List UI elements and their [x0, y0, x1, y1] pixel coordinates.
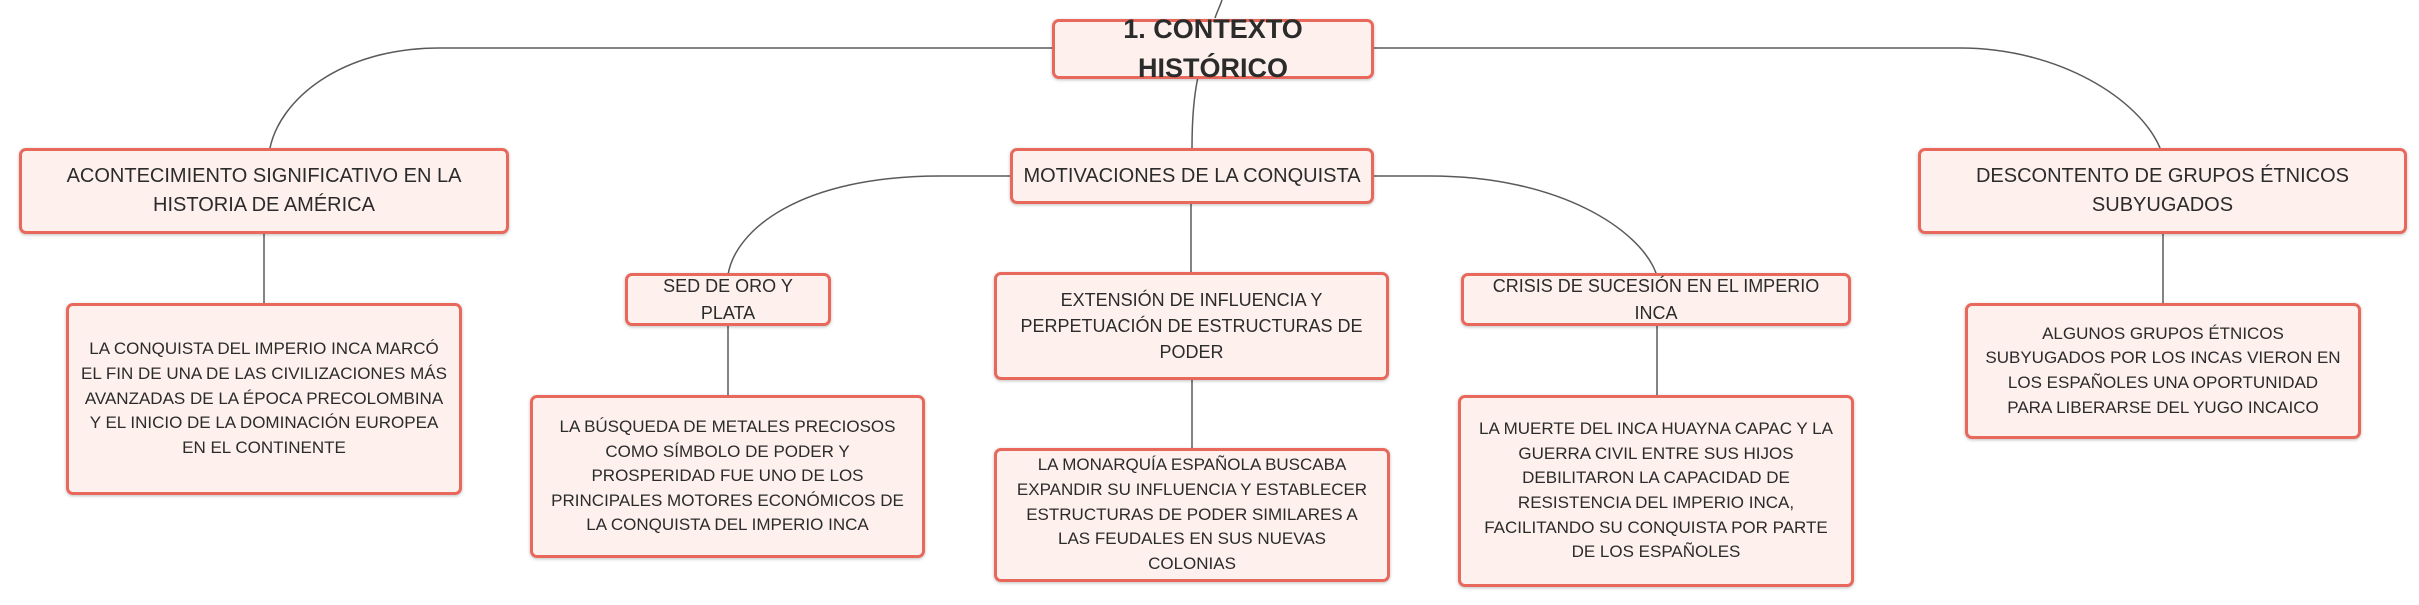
link-root-descontento [1373, 48, 2160, 148]
topic-label: ACONTECIMIENTO SIGNIFICATIVO EN LA HISTORIA DE AMÉRICA [66, 165, 462, 216]
link-motivaciones-oro [728, 176, 1010, 275]
topic-label: MOTIVACIONES DE LA CONQUISTA [1023, 164, 1361, 187]
topic-descontento[interactable] [1918, 148, 2407, 234]
subtopic-extension-influencia[interactable] [994, 272, 1389, 380]
subtopic-label: SED DE ORO Y PLATA [663, 276, 793, 323]
detail-crisis-sucesion[interactable] [1458, 395, 1854, 587]
topic-acontecimiento[interactable] [19, 148, 509, 234]
link-motivaciones-crisis [1372, 176, 1656, 273]
subtopic-label: EXTENSIÓN DE INFLUENCIA Y PERPETUACIÓN DE ESTRUCTURAS DE PODER [1020, 289, 1363, 363]
subtopic-sed-oro-plata[interactable] [625, 273, 831, 326]
detail-extension-influencia[interactable] [994, 448, 1390, 582]
link-root-acontecimiento [270, 48, 1053, 148]
detail-text: LA MONARQUÍA ESPAÑOLA BUSCABA EXPANDIR SU INFLUENCIA Y ESTABLECER ESTRUCTURAS DE PODER SIMILARES A LAS FEUDALES EN SUS NUEVAS COLONIAS [1016, 455, 1368, 573]
detail-text: LA MUERTE DEL INCA HUAYNA CAPAC Y LA GUERRA CIVIL ENTRE SUS HIJOS DEBILITARON LA CAPACIDAD DE RESISTENCIA DEL IMPERIO INCA, FACILITANDO SU CONQUISTA POR PARTE DE LOS ESPAÑOLES [1479, 419, 1833, 562]
subtopic-crisis-sucesion[interactable] [1461, 273, 1851, 326]
root-topic-label: 1. CONTEXTO HISTÓRICO [1123, 13, 1303, 83]
root-topic[interactable] [1052, 13, 1374, 83]
detail-sed-oro-plata[interactable] [530, 395, 925, 558]
detail-acontecimiento[interactable] [66, 303, 462, 495]
detail-descontento[interactable] [1965, 303, 2361, 439]
detail-text: ALGUNOS GRUPOS ÉTNICOS SUBYUGADOS POR LOS INCAS VIERON EN LOS ESPAÑOLES UNA OPORTUNIDAD PARA LIBERARSE DEL YUGO INCAICO [1985, 323, 2341, 417]
topic-motivaciones[interactable] [1010, 148, 1374, 204]
subtopic-label: CRISIS DE SUCESIÓN EN EL IMPERIO INCA [1492, 276, 1820, 323]
detail-text: LA CONQUISTA DEL IMPERIO INCA MARCÓ EL FIN DE UNA DE LAS CIVILIZACIONES MÁS AVANZADAS DE LA ÉPOCA PRECOLOMBINA Y EL INICIO DE LA DOMINACIÓN EUROPEA EN EL CONTINENTE [81, 339, 447, 457]
topic-label: DESCONTENTO DE GRUPOS ÉTNICOS SUBYUGADOS [1975, 165, 2349, 216]
detail-text: LA BÚSQUEDA DE METALES PRECIOSOS COMO SÍMBOLO DE PODER Y PROSPERIDAD FUE UNO DE LOS PRINCIPALES MOTORES ECONÓMICOS DE LA CONQUISTA DEL IMPERIO INCA [551, 416, 904, 535]
